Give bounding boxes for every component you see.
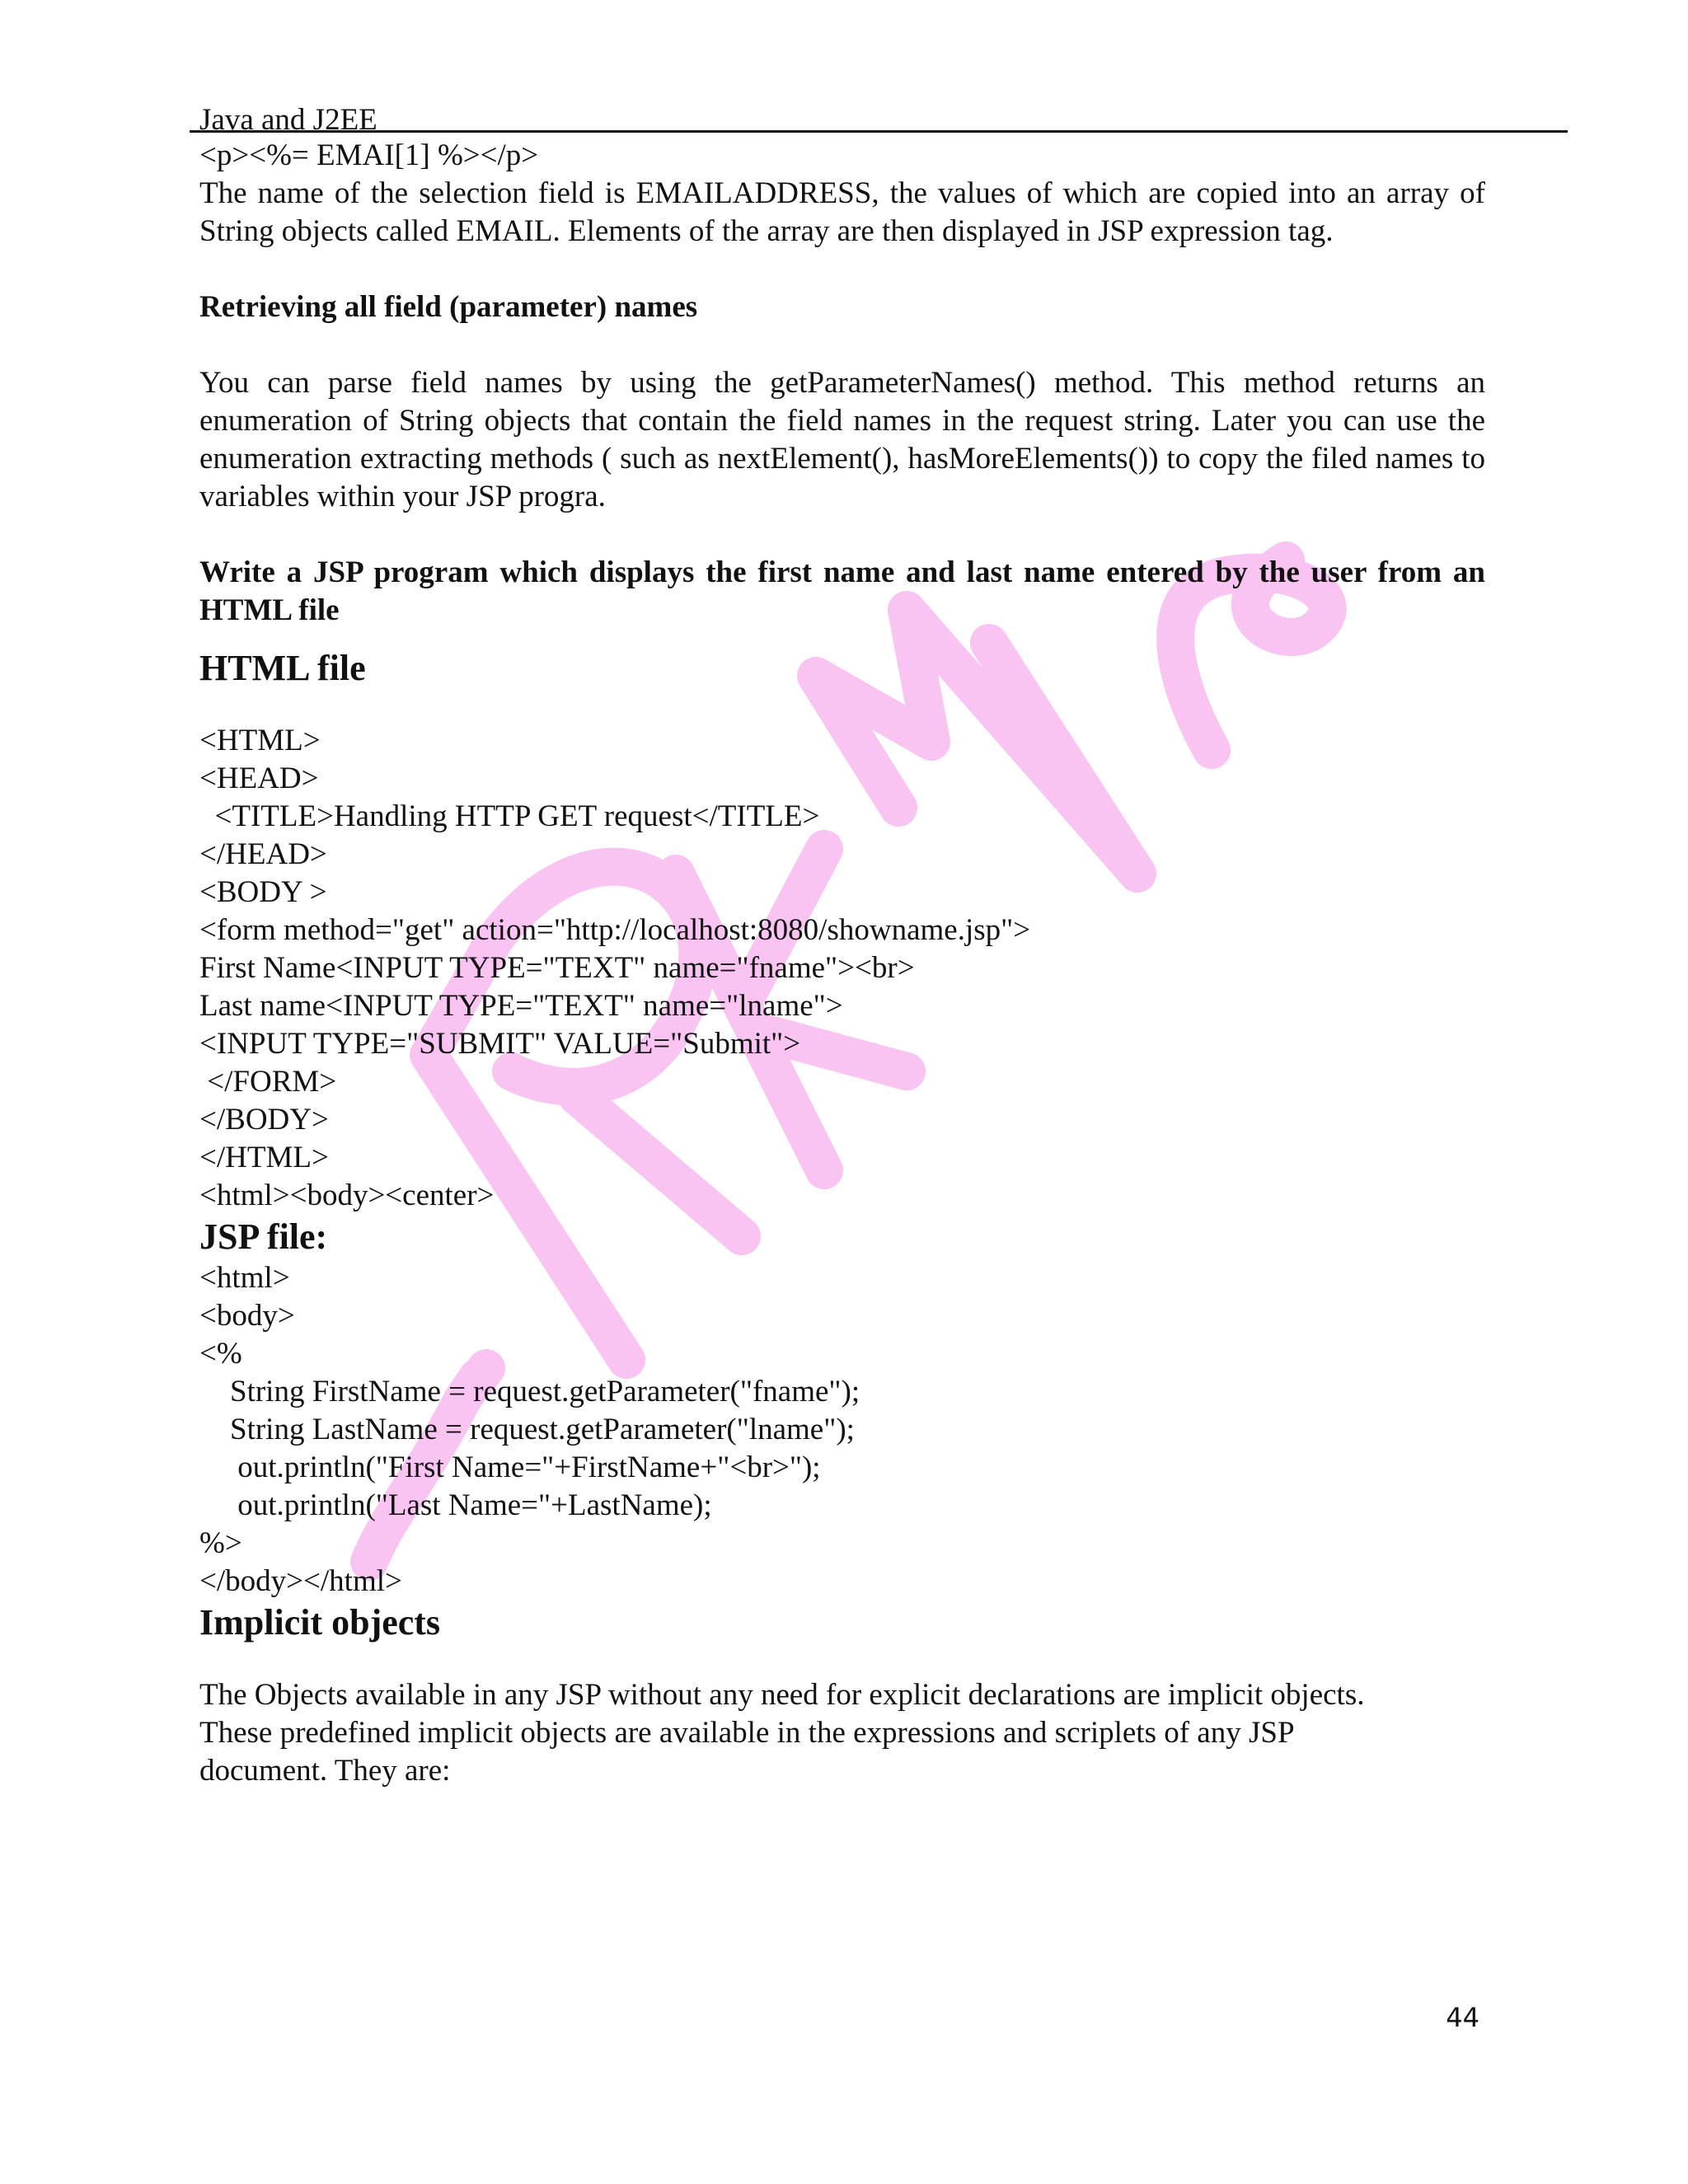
- html-code-block: [199, 722, 1485, 1215]
- spacer: [199, 326, 1485, 364]
- page-content: [199, 137, 1485, 1790]
- code-line: String FirstName = request.getParameter("fname");: [199, 1375, 860, 1408]
- code-line: <HEAD>: [199, 762, 319, 795]
- code-line: First Name<INPUT TYPE="TEXT" name="fname"><br>: [199, 951, 915, 985]
- code-line: <form method="get" action="http://localhost:8080/showname.jsp">: [199, 913, 1031, 947]
- code-line: <TITLE>Handling HTTP GET request</TITLE>: [199, 799, 820, 833]
- code-line: <BODY >: [199, 875, 327, 909]
- running-header: Java and J2EE: [199, 103, 377, 137]
- paragraph-implicit-objects: [199, 1676, 1485, 1790]
- code-line: <html>: [199, 1261, 290, 1295]
- code-line: <%: [199, 1337, 242, 1371]
- heading-html-file: HTML file: [199, 648, 366, 688]
- spacer: [199, 1645, 1485, 1676]
- header-rule: [190, 130, 1568, 133]
- code-line: Last name<INPUT TYPE="TEXT" name="lname">: [199, 989, 843, 1023]
- code-line: </BODY>: [199, 1103, 329, 1137]
- code-line: </HEAD>: [199, 837, 327, 871]
- jsp-code-block: [199, 1259, 1485, 1601]
- code-line: String LastName = request.getParameter("lname");: [199, 1413, 855, 1446]
- paragraph-line: document. They are:: [199, 1754, 451, 1788]
- code-line: </FORM>: [199, 1065, 337, 1099]
- code-line: </body></html>: [199, 1564, 402, 1598]
- spacer: [199, 251, 1485, 288]
- code-line: <body>: [199, 1299, 295, 1333]
- heading-implicit-objects: Implicit objects: [199, 1602, 441, 1643]
- spacer: [199, 630, 1485, 646]
- heading-retrieving-field-names: Retrieving all field (parameter) names: [199, 290, 698, 324]
- code-line: out.println("First Name="+FirstName+"<br>");: [199, 1451, 821, 1484]
- paragraph-get-parameter-names: You can parse field names by using the getParameterNames() method. This method returns an enumeration of String objects that contain the field names in the request string. Later you can use the enumeration extracting methods ( such as nextElement(), hasMoreElements()) to copy the filed names to variables within your JSP progra.: [199, 366, 1485, 513]
- heading-jsp-file: JSP file:: [199, 1216, 328, 1257]
- page-number: 44: [1446, 2002, 1479, 2033]
- code-line-email-expression: <p><%= EMAI[1] %></p>: [199, 138, 539, 172]
- paragraph-line: The Objects available in any JSP without any need for explicit declarations are implicit objects.: [199, 1678, 1365, 1712]
- paragraph-email-field: The name of the selection field is EMAILADDRESS, the values of which are copied into an array of String objects called EMAIL. Elements of the array are then displayed in JSP expression tag.: [199, 176, 1485, 248]
- code-line: </HTML>: [199, 1141, 329, 1174]
- paragraph-line: These predefined implicit objects are available in the expressions and scriplets of any JSP: [199, 1716, 1295, 1750]
- heading-write-jsp-program: Write a JSP program which displays the first name and last name entered by the user from an HTML file: [199, 555, 1485, 627]
- code-line: <INPUT TYPE="SUBMIT" VALUE="Submit">: [199, 1027, 801, 1061]
- code-line: %>: [199, 1526, 242, 1560]
- spacer: [199, 691, 1485, 722]
- code-line: <HTML>: [199, 724, 321, 757]
- code-line: out.println("Last Name="+LastName);: [199, 1488, 712, 1522]
- code-line: <html><body><center>: [199, 1179, 495, 1212]
- spacer: [199, 516, 1485, 554]
